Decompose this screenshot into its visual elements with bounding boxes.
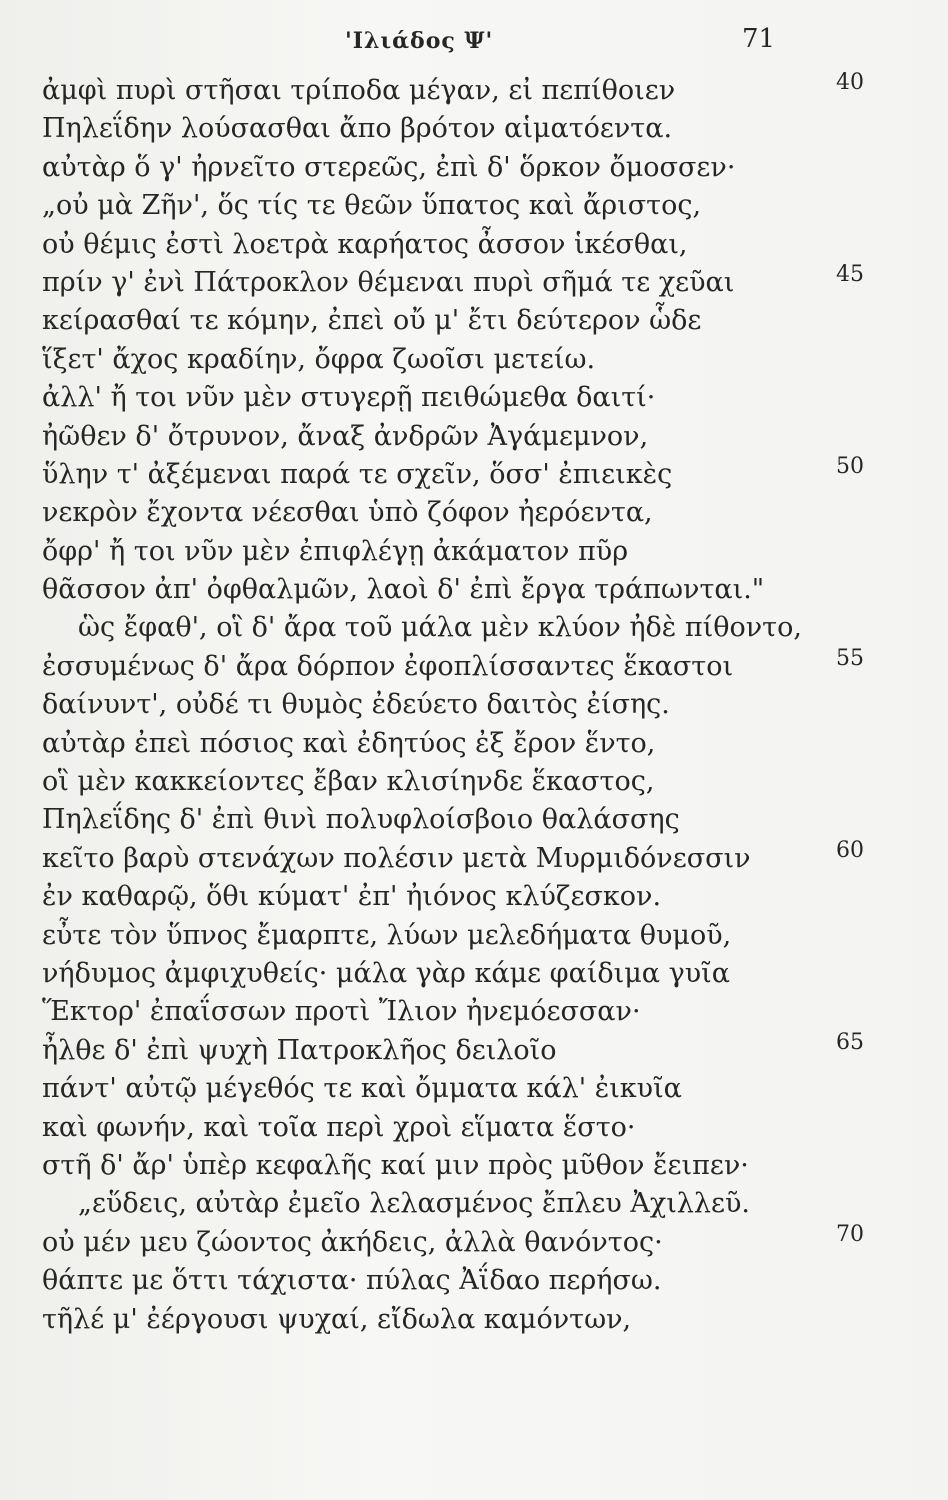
verse-line [42, 70, 864, 110]
verse-line [42, 453, 864, 494]
verse-line [42, 917, 842, 955]
verse-line [42, 645, 864, 686]
verse-line-text: ἠῶθεν δ' ὄτρυνον, ἄναξ ἀνδρῶν Ἀγάμεμνον, [42, 420, 649, 452]
verse-line-text: νεκρὸν ἔχοντα νέεσθαι ὑπὸ ζόφον ἠερόεντα, [42, 497, 653, 529]
verse-line [42, 1147, 842, 1185]
verse-line-text: Ἕκτορ' ἐπαΐσσων προτὶ Ἴλιον ἠνεμόεσσαν· [42, 996, 641, 1028]
verse-line [42, 837, 864, 878]
verse-line-text: ὕλην τ' ἀξέμεναι παρά τε σχεῖν, ὅσσ' ἐπιεικὲς [42, 458, 673, 490]
verse-line-text: οὐ θέμις ἐστὶ λοετρὰ καρήατος ἆσσον ἱκέσθαι, [42, 228, 688, 260]
verse-line-text: ἐν καθαρῷ, ὅθι κύματ' ἐπ' ἠιόνος κλύζεσκον. [42, 881, 662, 913]
verse-line [42, 763, 842, 801]
verse-line [42, 1109, 842, 1147]
verse-line-text: Πηλεΐδην λούσασθαι ἄπο βρότον αἱματόεντα. [42, 113, 673, 145]
verse-line [42, 418, 842, 456]
verse-line [42, 609, 842, 647]
verse-line [42, 187, 842, 225]
line-number: 65 [836, 1029, 864, 1055]
verse-line [42, 1185, 842, 1223]
verse-line [42, 149, 842, 187]
verse-line [42, 494, 842, 532]
verse-line [42, 801, 842, 839]
verse-line [42, 110, 842, 148]
line-number: 55 [836, 645, 864, 671]
verse-line [42, 379, 842, 417]
verse-line [42, 878, 842, 916]
line-number: 40 [836, 70, 864, 95]
verse-line-text: οὐ μέν μευ ζώοντος ἀκήδεις, ἀλλὰ θανόντος· [42, 1226, 663, 1258]
verse-line-text: θᾶσσον ἀπ' ὀφθαλμῶν, λαοὶ δ' ἐπὶ ἔργα τράπωνται." [42, 574, 765, 606]
running-head: 'Ιλιάδος Ψ' [345, 28, 494, 54]
verse-line [42, 533, 842, 571]
verse-line-text: εὖτε τὸν ὕπνος ἔμαρπτε, λύων μελεδήματα θυμοῦ, [42, 919, 732, 951]
verse-line [42, 261, 864, 302]
verse-line-text: ἀμφὶ πυρὶ στῆσαι τρίποδα μέγαν, εἰ πεπίθοιεν [42, 75, 676, 106]
verse-line-text: νήδυμος ἀμφιχυθείς· μάλα γὰρ κάμε φαίδιμα γυῖα [42, 957, 730, 989]
verse-line-text: δαίνυντ', οὐδέ τι θυμὸς ἐδεύετο δαιτὸς ἐίσης. [42, 689, 670, 721]
verse-line-text: στῆ δ' ἄρ' ὑπὲρ κεφαλῆς καί μιν πρὸς μῦθον ἔειπεν· [42, 1149, 749, 1181]
verse-line [42, 1070, 842, 1108]
verse-line-text: ἀλλ' ἤ τοι νῦν μὲν στυγερῇ πειθώμεθα δαιτί· [42, 382, 656, 414]
page-header [0, 22, 948, 62]
verse-line-text: πάντ' αὐτῷ μέγεθός τε καὶ ὄμματα κάλ' ἐικυῖα [42, 1073, 682, 1105]
verse-line-text: „εὕδεις, αὐτὰρ ἐμεῖο λελασμένος ἔπλευ Ἀχιλλεῦ. [78, 1188, 750, 1220]
page-number: 71 [742, 24, 776, 54]
verse-line-text: „οὐ μὰ Ζῆν', ὅς τίς τε θεῶν ὕπατος καὶ ἄριστος, [42, 190, 702, 222]
verse-text-block [42, 70, 864, 1339]
verse-line [42, 226, 842, 264]
verse-line-text: κείρασθαί τε κόμην, ἐπεὶ οὔ μ' ἔτι δεύτερον ὧδε [42, 305, 702, 337]
verse-line [42, 686, 842, 724]
verse-line-text: ἵξετ' ἄχος κραδίην, ὄφρα ζωοῖσι μετείω. [42, 343, 596, 375]
verse-line-text: αὐτὰρ ἐπεὶ πόσιος καὶ ἐδητύος ἐξ ἔρον ἕντο, [42, 727, 656, 759]
line-number: 50 [836, 453, 864, 479]
line-number: 45 [836, 261, 864, 287]
verse-line [42, 1301, 842, 1339]
verse-line [42, 571, 842, 609]
verse-line-text: ὣς ἔφαθ', οἳ δ' ἄρα τοῦ μάλα μὲν κλύον ἠδὲ πίθοντο, [78, 612, 802, 644]
verse-line [42, 1029, 864, 1070]
line-number: 60 [836, 837, 864, 863]
verse-line [42, 1262, 842, 1300]
verse-line [42, 993, 842, 1031]
verse-line-text: ἐσσυμένως δ' ἄρα δόρπον ἐφοπλίσσαντες ἕκαστοι [42, 650, 734, 682]
line-number: 70 [836, 1221, 864, 1247]
verse-line-text: κεῖτο βαρὺ στενάχων πολέσιν μετὰ Μυρμιδόνεσσιν [42, 842, 751, 874]
verse-line-text: θάπτε με ὅττι τάχιστα· πύλας Ἀΐδαο περήσω. [42, 1265, 662, 1297]
verse-line-text: τῆλέ μ' ἐέργουσι ψυχαί, εἴδωλα καμόντων, [42, 1303, 632, 1335]
verse-line-text: ὄφρ' ἤ τοι νῦν μὲν ἐπιφλέγῃ ἀκάματον πῦρ [42, 535, 629, 567]
verse-line-text: καὶ φωνήν, καὶ τοῖα περὶ χροὶ εἵματα ἕστο· [42, 1111, 636, 1143]
verse-line-text: Πηλεΐδης δ' ἐπὶ θινὶ πολυφλοίσβοιο θαλάσσης [42, 804, 680, 836]
verse-line [42, 1221, 864, 1262]
verse-line-text: οἳ μὲν κακκείοντες ἔβαν κλισίηνδε ἕκαστος, [42, 766, 655, 798]
verse-line-text: αὐτὰρ ὅ γ' ἠρνεῖτο στερεῶς, ἐπὶ δ' ὅρκον ὄμοσσεν· [42, 151, 736, 183]
verse-line [42, 955, 842, 993]
verse-line-text: πρίν γ' ἐνὶ Πάτροκλον θέμεναι πυρὶ σῆμά τε χεῦαι [42, 266, 735, 298]
verse-line [42, 302, 842, 340]
verse-line [42, 341, 842, 379]
verse-line-text: ἦλθε δ' ἐπὶ ψυχὴ Πατροκλῆος δειλοῖο [42, 1034, 557, 1066]
verse-line [42, 725, 842, 763]
